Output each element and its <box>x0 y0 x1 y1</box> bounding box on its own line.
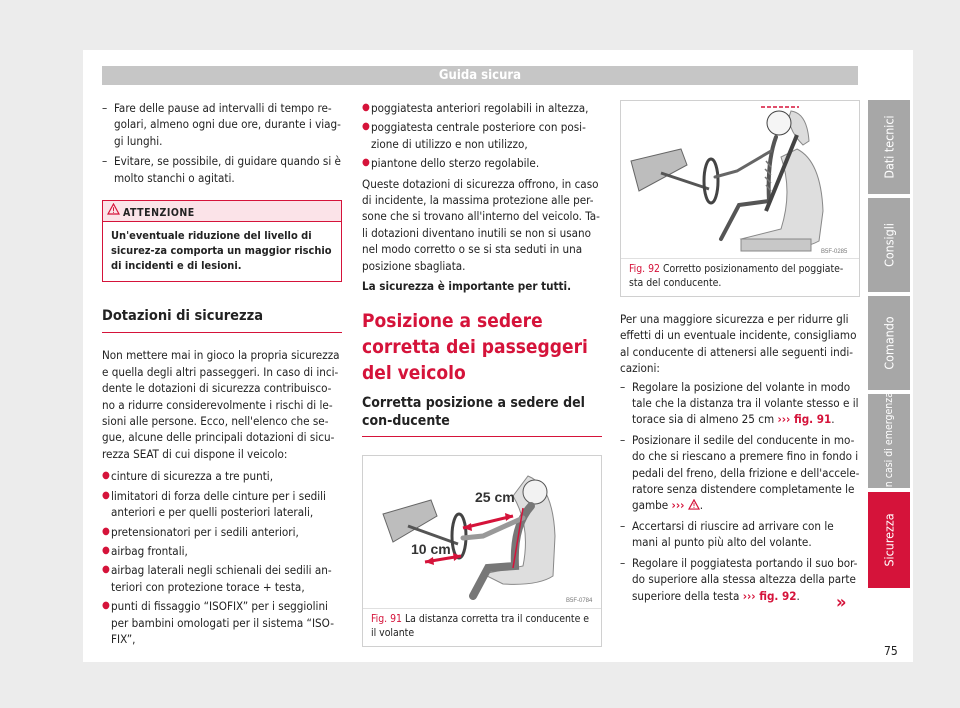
figure-link[interactable]: ››› fig. 92 <box>742 588 797 603</box>
section-title: Dotazioni di sicurezza <box>102 308 342 333</box>
list-item: ● cinture di sicurezza a tre punti, <box>102 469 274 484</box>
list-item: ● poggiatesta centrale posteriore con posi-zione di utilizzo e non utilizzo, <box>362 120 586 151</box>
tab-dati-tecnici[interactable]: Dati tecnici <box>868 100 910 194</box>
figure-caption: Fig. 92 Corretto posizionamento del poggiate-sta del conducente. <box>629 263 844 289</box>
figure-91 <box>362 455 602 647</box>
sub-heading: Corretta posizione a sedere del con-ducente <box>362 394 602 437</box>
paragraph: Queste dotazioni di sicurezza offrono, in caso di incidente, la massima protezione alle per-sone che si trovano all'interno del veicolo. Ta-li dotazioni diventano inutili se non si usano nel modo corretto o se si sta seduti in una posizione sbagliata. <box>362 176 600 273</box>
list-item: ● airbag frontali, <box>102 543 188 558</box>
list-item: ● punti di fissaggio “ISOFIX” per i seggiolini per bambini omologati per il sistema “ISO-FIX”, <box>102 599 334 646</box>
list-item: ● poggiatesta anteriori regolabili in altezza, <box>362 101 589 115</box>
figure-92 <box>620 100 860 297</box>
warning-text: Un'eventuale riduzione del livello di sicurez-za comporta un maggior rischio di incidenti e di lesioni. <box>111 229 332 273</box>
list-item: ● pretensionatori per i sedili anteriori, <box>102 524 299 539</box>
list-item: – Posizionare il sedile del conducente in mo-do che si riescano a premere fino in fondo i pedali del freno, della frizione e dell'accele-ratore senza distendere completamente le gambe ››› . <box>620 432 860 513</box>
warning-icon <box>688 499 700 510</box>
list-item: ● airbag laterali negli schienali dei sedili an-teriori con protezione torace + testa, <box>102 563 332 594</box>
list-item: – Accertarsi di riuscire ad arrivare con le mani al punto più alto del volante. <box>620 518 834 550</box>
intro-paragraph: Per una maggiore sicurezza e per ridurre gli effetti di un eventuale incidente, consigliamo al conducente di attenersi alle seguenti indi-cazioni: <box>620 312 857 376</box>
figure-caption: Fig. 91 La distanza corretta tra il conducente e il volante <box>371 613 590 639</box>
bold-paragraph: La sicurezza è importante per tutti. <box>362 279 572 294</box>
continue-marker: » <box>836 592 847 613</box>
tab-sicurezza[interactable]: Sicurezza <box>868 492 910 588</box>
list-item: – Regolare la posizione del volante in modo tale che la distanza tra il volante stesso e il torace sia di almeno 25 cm ››› fig. 91. <box>620 379 859 427</box>
column-2 <box>362 100 602 647</box>
page-header: Guida sicura <box>102 66 858 85</box>
headrest-illustration <box>621 101 859 258</box>
warning-title: ATTENZIONE <box>123 207 195 220</box>
page-number: 75 <box>884 644 898 658</box>
tab-consigli[interactable]: Consigli <box>868 198 910 292</box>
figure-code: B5F-0784 <box>566 598 593 605</box>
column-3 <box>620 100 860 608</box>
list-item: – Regolare il poggiatesta portando il suo bor-do superiore alla stessa altezza della parte superiore della testa ››› fig. 92. <box>620 555 858 603</box>
list-item: ● limitatori di forza delle cinture per i sedili anteriori e per quelli posteriori laterali, <box>102 488 326 520</box>
dim-10-label: 10 cm <box>411 541 451 558</box>
warning-link[interactable]: ››› <box>671 498 685 513</box>
dim-25-label: 25 cm <box>475 489 515 506</box>
warning-icon <box>107 203 120 215</box>
figure-code: B5F-0285 <box>821 249 848 255</box>
list-item: – Evitare, se possibile, di guidare quando si è molto stanchi o agitati. <box>102 154 341 185</box>
tab-comando[interactable]: Comando <box>868 296 910 390</box>
figure-link[interactable]: ››› fig. 91 <box>777 412 832 427</box>
list-item: ● piantone dello sterzo regolabile. <box>362 156 540 171</box>
intro-paragraph: Non mettere mai in gioco la propria sicurezza e quella degli altri passeggeri. In caso di inci-dente le dotazioni di sicurezza contribuisco-no a ridurre considerevolmente i rischi di le-sioni alle persone. Ecco, nell'elenco che se-gue, alcune delle principali dotazioni di sicu-rezza SEAT di cui dispone il veicolo: <box>102 348 340 461</box>
driver-distance-illustration <box>363 456 601 608</box>
main-heading: Posizione a sedere corretta dei passeggeri del veicolo <box>362 310 588 385</box>
tab-emergenza[interactable]: In casi di emergenza <box>868 394 910 488</box>
list-item: – Fare delle pause ad intervalli di tempo re-golari, almeno ogni due ore, durante i viag-gi lunghi. <box>102 101 341 148</box>
warning-box <box>102 200 342 282</box>
column-1 <box>102 100 342 650</box>
